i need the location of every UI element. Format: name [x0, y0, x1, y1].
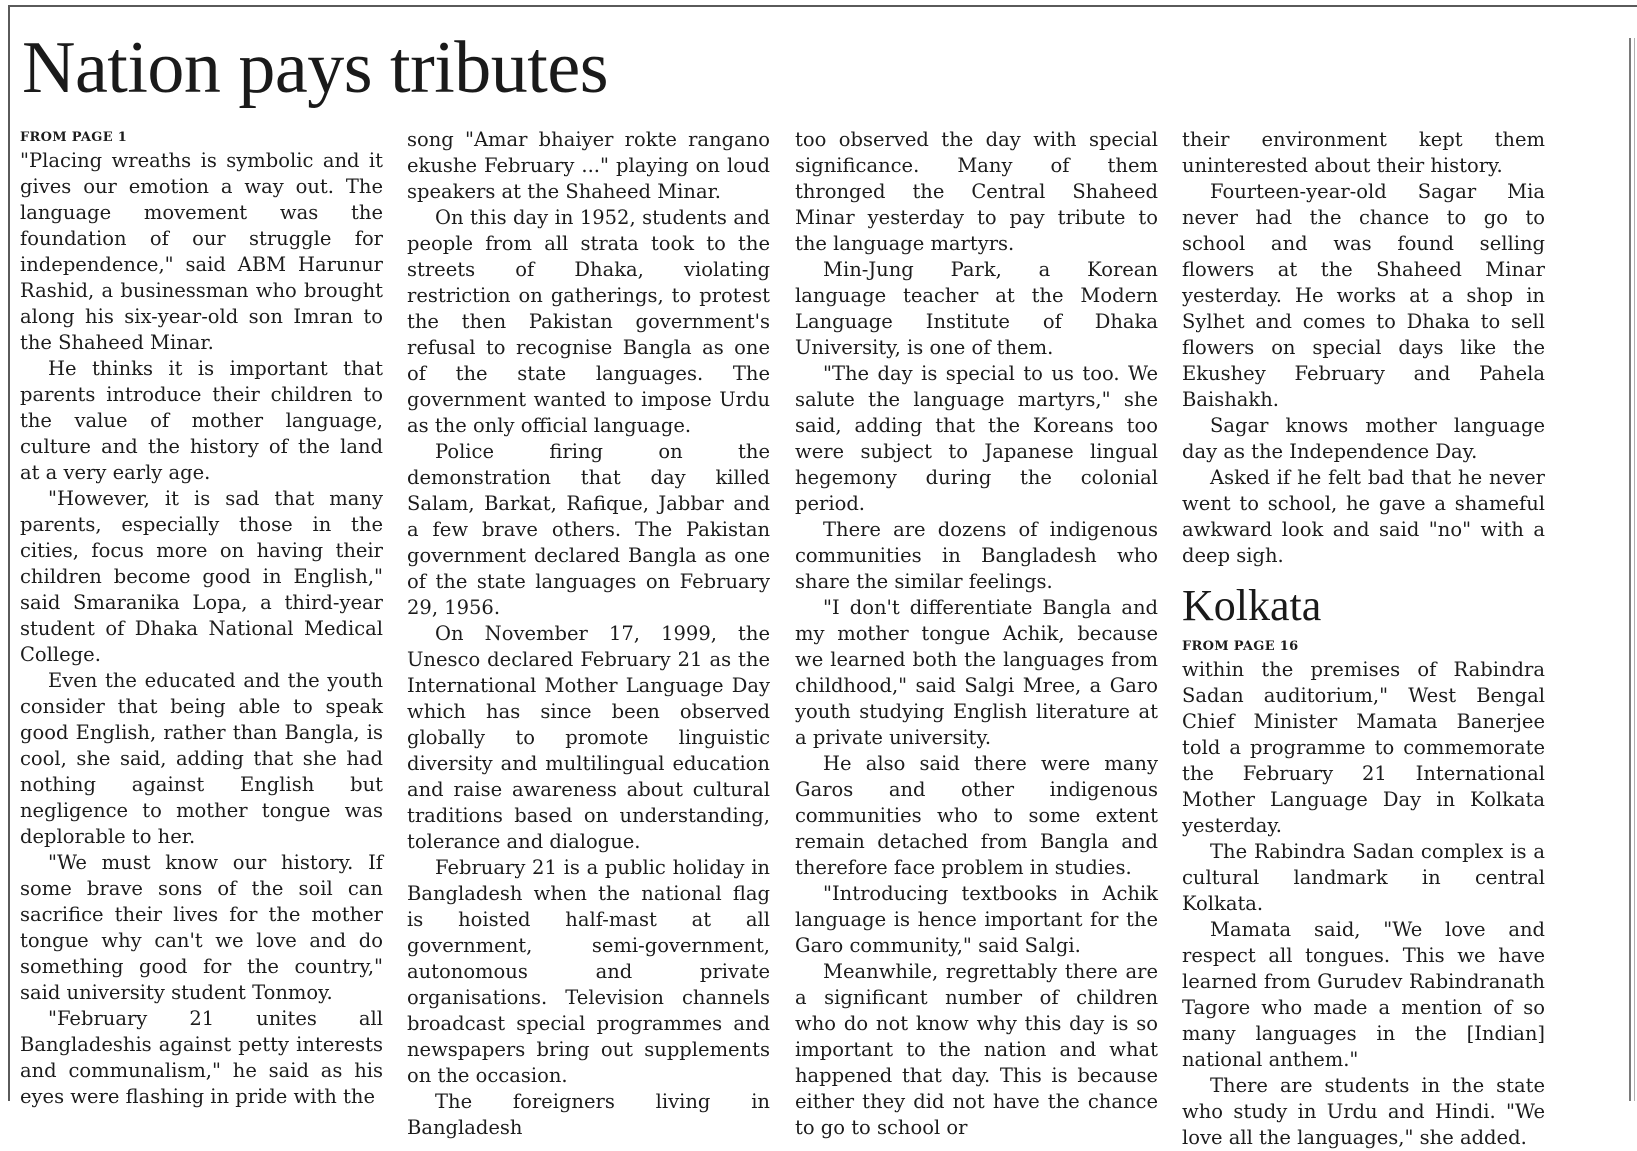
- paragraph: There are students in the state who study in Urdu and Hindi. "We love all the languages," she added.: [1182, 1074, 1545, 1149]
- article-column-2: [407, 127, 770, 1139]
- paragraph: "The day is special to us too. We salute the language martyrs," she said, adding that the Koreans too were subject to Japanese lingual hegemony during the colonial period.: [795, 362, 1158, 515]
- paragraph: There are dozens of indigenous communities in Bangladesh who share the similar feelings.: [795, 518, 1158, 593]
- article-headline: Nation pays tributes: [22, 27, 609, 109]
- paragraph: Fourteen-year-old Sagar Mia never had the chance to go to school and was found selling flowers at the Shaheed Minar yesterday. He works at a shop in Sylhet and comes to Dhaka to sell flowers on special days like the Ekushey February and Pahela Baishakh.: [1182, 180, 1545, 411]
- paragraph: The Rabindra Sadan complex is a cultural landmark in central Kolkata.: [1182, 840, 1545, 915]
- paragraph: Meanwhile, regrettably there are a significant number of children who do not know why this day is so important to the nation and what happened that day. This is because either they did not have the chance to go to school or: [795, 960, 1158, 1139]
- paragraph: their environment kept them uninterested about their history.: [1182, 128, 1545, 177]
- paragraph: too observed the day with special significance. Many of them thronged the Central Shaheed Minar yesterday to pay tribute to the language martyrs.: [795, 128, 1158, 255]
- article-column-4: [1182, 127, 1545, 1149]
- paragraph: Asked if he felt bad that he never went to school, he gave a shameful awkward look and said "no" with a deep sigh.: [1182, 466, 1545, 567]
- paragraph: On November 17, 1999, the Unesco declared February 21 as the International Mother Language Day which has since been observed globally to promote linguistic diversity and multilingual education and raise awareness about cultural traditions based on understanding, tolerance and dialogue.: [407, 622, 770, 853]
- left-rule: [8, 5, 10, 1101]
- paragraph: "Placing wreaths is symbolic and it gives our emotion a way out. The language movement was the foundation of our struggle for independence," said ABM Harunur Rashid, a businessman who brought along his six-year-old son Imran to the Shaheed Minar.: [20, 149, 383, 354]
- kolkata-kicker: FROM PAGE 16: [1182, 639, 1299, 654]
- paragraph: "Introducing textbooks in Achik language is hence important for the Garo community," said Salgi.: [795, 882, 1158, 957]
- paragraph: Sagar knows mother language day as the Independence Day.: [1182, 414, 1545, 463]
- paragraph: February 21 is a public holiday in Bangladesh when the national flag is hoisted half-mast at all government, semi-government, autonomous and private organisations. Television channels broadcast special programmes and newspapers bring out supplements on the occasion.: [407, 856, 770, 1087]
- article-column-3: [795, 127, 1158, 1139]
- paragraph: On this day in 1952, students and people from all strata took to the streets of Dhaka, violating restriction on gatherings, to protest the then Pakistan government's refusal to recognise Bangla as one of the state languages. The government wanted to impose Urdu as the only official language.: [407, 206, 770, 437]
- paragraph: "However, it is sad that many parents, especially those in the cities, focus more on having their children become good in English," said Smaranika Lopa, a third-year student of Dhaka National Medical College.: [20, 487, 383, 666]
- paragraph: "I don't differentiate Bangla and my mother tongue Achik, because we learned both the languages from childhood," said Salgi Mree, a Garo youth studying English literature at a private university.: [795, 596, 1158, 749]
- paragraph: Even the educated and the youth consider that being able to speak good English, rather than Bangla, is cool, she said, adding that she had nothing against English but negligence to mother tongue was deplorable to her.: [20, 669, 383, 848]
- paragraph: song "Amar bhaiyer rokte rangano ekushe February ..." playing on loud speakers at the Shaheed Minar.: [407, 128, 770, 203]
- paragraph: "February 21 unites all Bangladeshis against petty interests and communalism," he said as his eyes were flashing in pride with the: [20, 1007, 383, 1108]
- paragraph: Police firing on the demonstration that day killed Salam, Barkat, Rafique, Jabbar and a few brave others. The Pakistan government declared Bangla as one of the state languages on February 29, 1956.: [407, 440, 770, 619]
- right-rule-inner: [1634, 38, 1635, 1101]
- article-kicker: FROM PAGE 1: [20, 130, 128, 145]
- kolkata-headline: Kolkata: [1182, 581, 1322, 630]
- paragraph: Min-Jung Park, a Korean language teacher at the Modern Language Institute of Dhaka University, is one of them.: [795, 258, 1158, 359]
- paragraph: within the premises of Rabindra Sadan auditorium," West Bengal Chief Minister Mamata Banerjee told a programme to commemorate the February 21 International Mother Language Day in Kolkata yesterday.: [1182, 658, 1545, 837]
- paragraph: Mamata said, "We love and respect all tongues. This we have learned from Gurudev Rabindranath Tagore who made a mention of so many languages in the [Indian] national anthem.": [1182, 918, 1545, 1071]
- paragraph: "We must know our history. If some brave sons of the soil can sacrifice their lives for the mother tongue why can't we love and do something good for the country," said university student Tonmoy.: [20, 851, 383, 1004]
- article-column-1: [20, 130, 383, 1108]
- paragraph: He thinks it is important that parents introduce their children to the value of mother language, culture and the history of the land at a very early age.: [20, 357, 383, 484]
- paragraph: He also said there were many Garos and other indigenous communities who to some extent remain detached from Bangla and therefore face problem in studies.: [795, 752, 1158, 879]
- paragraph: The foreigners living in Bangladesh: [407, 1090, 770, 1139]
- right-rule: [1629, 38, 1631, 1101]
- top-rule: [8, 5, 1637, 7]
